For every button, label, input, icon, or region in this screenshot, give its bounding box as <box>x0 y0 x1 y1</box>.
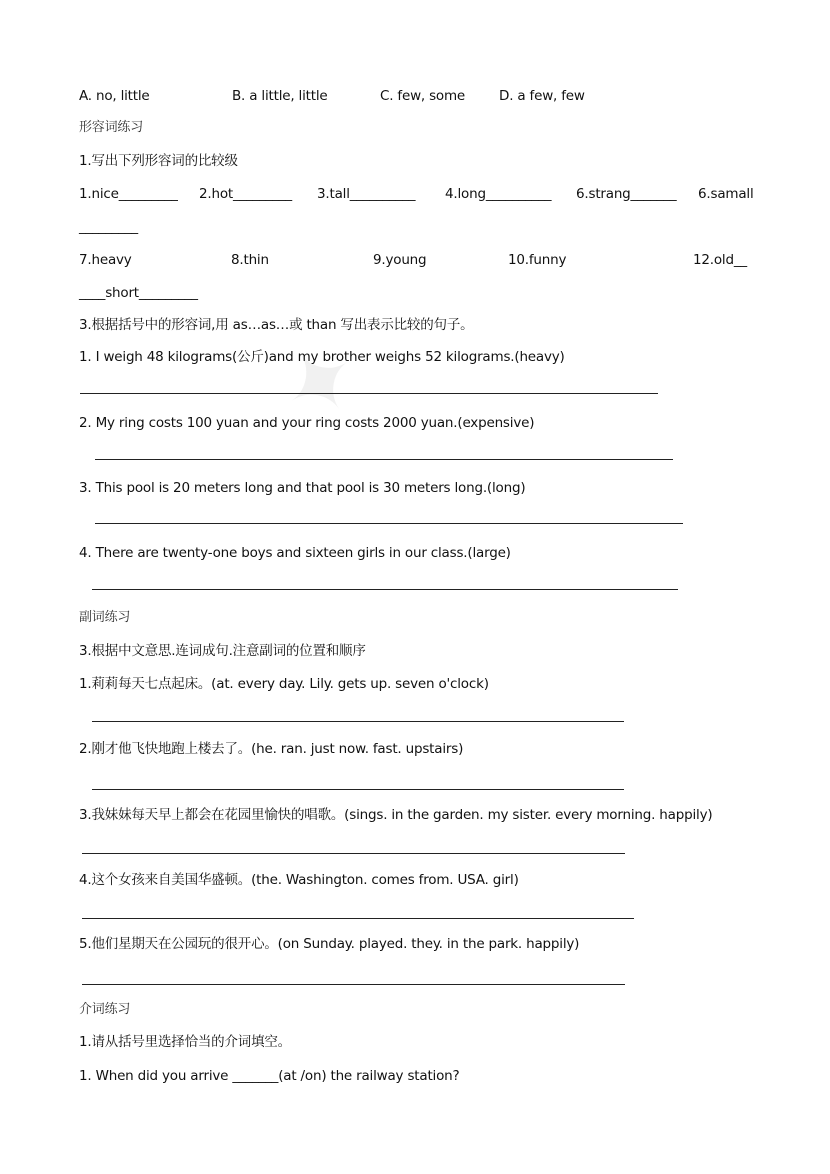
option-b: B. a little, little <box>232 88 328 104</box>
question-title: 3.根据括号中的形容词,用 as…as…或 than 写出表示比较的句子。 <box>79 317 474 333</box>
blank-item: 9.young <box>373 252 427 268</box>
blank-item: 12.old__ <box>693 252 747 268</box>
question-title: 1.请从括号里选择恰当的介词填空。 <box>79 1034 291 1050</box>
exercise-item: 1.莉莉每天七点起床。(at. every day. Lily. gets up. seven o'clock) <box>79 676 489 692</box>
question-title: 1.写出下列形容词的比较级 <box>79 153 238 169</box>
blank-item: 7.heavy <box>79 252 132 268</box>
section-heading-adverb: 副词练习 <box>79 610 131 625</box>
exercise-item: 1. I weigh 48 kilograms(公斤)and my brother weighs 52 kilograms.(heavy) <box>79 349 565 365</box>
blank-item: 6.strang_______ <box>576 186 677 202</box>
blank-item: 2.hot_________ <box>199 186 292 202</box>
section-heading-preposition: 介词练习 <box>79 1002 131 1017</box>
blank-item: 8.thin <box>231 252 269 268</box>
exercise-item: 3.我妹妹每天早上都会在花园里愉快的唱歌。(sings. in the garden. my sister. every morning. happily) <box>79 807 713 823</box>
answer-line <box>95 459 673 460</box>
blank-item: 4.long__________ <box>445 186 552 202</box>
answer-line <box>80 393 658 394</box>
exercise-item: 4.这个女孩来自美国华盛顿。(the. Washington. comes from. USA. girl) <box>79 872 519 888</box>
answer-line <box>92 589 678 590</box>
exercise-item: 5.他们星期天在公园玩的很开心。(on Sunday. played. they. in the park. happily) <box>79 936 580 952</box>
exercise-item: 2.刚才他飞快地跑上楼去了。(he. ran. just now. fast. upstairs) <box>79 741 464 757</box>
answer-line <box>92 789 624 790</box>
exercise-item: 1. When did you arrive _______(at /on) the railway station? <box>79 1068 460 1084</box>
blank-item: 10.funny <box>508 252 567 268</box>
option-d: D. a few, few <box>499 88 585 104</box>
question-title: 3.根据中文意思.连词成句.注意副词的位置和顺序 <box>79 643 366 659</box>
section-heading-adjective: 形容词练习 <box>79 120 144 135</box>
exercise-item: 4. There are twenty-one boys and sixteen girls in our class.(large) <box>79 545 511 561</box>
answer-line <box>92 721 624 722</box>
answer-line <box>82 853 625 854</box>
blank-item: 3.tall__________ <box>317 186 416 202</box>
blank-continuation: ____short_________ <box>79 285 198 301</box>
blank-continuation: _________ <box>79 219 138 235</box>
watermark: ✦ <box>253 321 383 444</box>
exercise-item: 3. This pool is 20 meters long and that pool is 30 meters long.(long) <box>79 480 526 496</box>
answer-line <box>82 918 634 919</box>
answer-line <box>95 523 683 524</box>
blank-item: 1.nice_________ <box>79 186 178 202</box>
option-c: C. few, some <box>380 88 466 104</box>
exercise-item: 2. My ring costs 100 yuan and your ring costs 2000 yuan.(expensive) <box>79 415 535 431</box>
blank-item: 6.samall <box>698 186 754 202</box>
answer-line <box>82 984 625 985</box>
option-a: A. no, little <box>79 88 150 104</box>
